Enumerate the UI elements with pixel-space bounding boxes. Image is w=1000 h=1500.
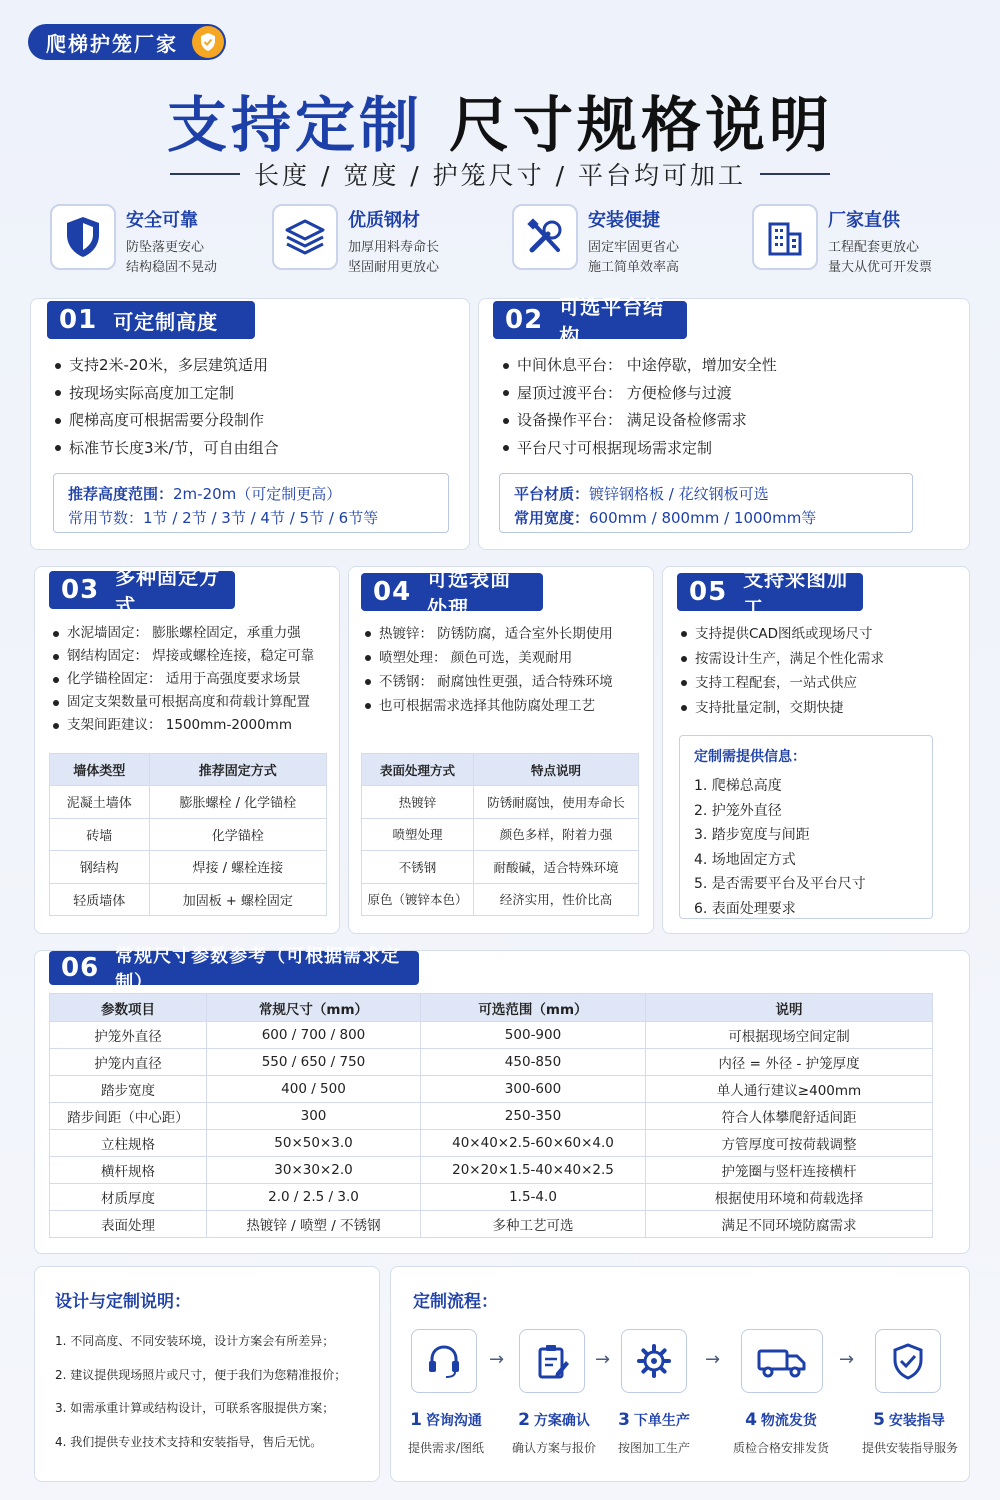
- feature-install: [512, 204, 679, 276]
- flow-arrow: →: [595, 1349, 611, 1370]
- table-row: [50, 883, 327, 916]
- feature-title: 优质钢材: [348, 210, 420, 231]
- table-cell: 可根据现场空间定制: [646, 1022, 933, 1049]
- spec-table: [49, 993, 933, 1238]
- table-cell: 不锈钢: [362, 851, 474, 884]
- table-cell: 30×30×2.0: [207, 1157, 421, 1184]
- table-cell: 经济实用，性价比高: [474, 883, 639, 916]
- brand-tag: [28, 24, 226, 60]
- table-cell: 化学锚栓: [149, 818, 326, 851]
- info-key: 常用节数：: [68, 509, 144, 527]
- table-cell: 耐酸碱，适合特殊环境: [474, 851, 639, 884]
- list-item: 3. 如需承重计算或结构设计，可联系客服提供方案；: [55, 1401, 335, 1416]
- list-item: 4. 我们提供专业技术支持和安装指导，售后无忧。: [55, 1435, 323, 1450]
- table-cell: 喷塑处理: [362, 818, 474, 851]
- table-cell: 符合人体攀爬舒适间距: [646, 1103, 933, 1130]
- section-04-header: [361, 567, 543, 620]
- list-item: 支持工程配套，一站式供应: [679, 671, 884, 696]
- layers-icon: [272, 204, 338, 270]
- tools-icon: [512, 204, 578, 270]
- list-item: 按需设计生产，满足个性化需求: [679, 647, 884, 672]
- table-header: 常规尺寸（mm）: [207, 994, 421, 1022]
- section-number: 01: [59, 305, 98, 335]
- feature-title: 安装便捷: [588, 210, 660, 231]
- list-item: 不锈钢： 耐腐蚀性更强，适合特殊环境: [363, 670, 613, 694]
- gear-production-icon: [634, 1341, 674, 1381]
- feature-title: 厂家直供: [828, 210, 900, 231]
- info-key: 平台材质：: [514, 485, 590, 503]
- table-cell: 600 / 700 / 800: [207, 1022, 421, 1049]
- list-item: 固定支架数量可根据高度和荷载计算配置: [51, 691, 314, 714]
- subtitle: 长度 / 宽度 / 护笼尺寸 / 平台均可加工: [254, 161, 746, 190]
- table-row: [50, 1103, 933, 1130]
- list-item: 标准节长度3米/节，可自由组合: [53, 435, 279, 463]
- table-cell: 550 / 650 / 750: [207, 1049, 421, 1076]
- title-main: 尺寸规格说明: [449, 91, 833, 161]
- step-3-desc: 按图加工生产: [617, 1441, 690, 1455]
- list-item: 支持批量定制，交期快捷: [679, 696, 884, 721]
- shield-check-badge-icon: [192, 26, 224, 58]
- table-row: [50, 851, 327, 884]
- required-info-list: [694, 774, 918, 921]
- section-title: 多种固定方式: [115, 565, 221, 618]
- step-2-desc: 确认方案与报价: [511, 1441, 596, 1455]
- design-notes-card: [34, 1266, 380, 1482]
- table-cell: 护笼圈与竖杆连接横杆: [646, 1157, 933, 1184]
- feature-line: 防坠落更安心: [126, 240, 205, 255]
- list-item: 1. 不同高度、不同安装环境，设计方案会有所差异；: [55, 1334, 335, 1348]
- table-row: [362, 818, 639, 851]
- list-item: 喷塑处理： 颜色可选，美观耐用: [363, 646, 613, 670]
- clipboard-edit-icon: [532, 1341, 572, 1381]
- table-cell: 膨胀螺栓 / 化学锚栓: [149, 786, 326, 819]
- list-item: 支持提供CAD图纸或现场尺寸: [679, 622, 884, 647]
- list-item: 支持2米-20米，多层建筑适用: [53, 352, 279, 380]
- section-01-list: [53, 352, 279, 462]
- table-cell: 内径 = 外径 - 护笼厚度: [646, 1049, 933, 1076]
- title-highlight: 支持定制: [167, 91, 423, 161]
- table-cell: 砖墙: [50, 818, 150, 851]
- table-cell: 40×40×2.5-60×60×4.0: [421, 1130, 646, 1157]
- table-cell: 300: [207, 1103, 421, 1130]
- table-row: [50, 1211, 933, 1238]
- list-item: 3. 踏步宽度与间距: [694, 827, 810, 843]
- feature-line: 量大从优可开发票: [828, 260, 933, 275]
- feature-line: 加厚用料寿命长: [348, 240, 440, 255]
- list-item: 平台尺寸可根据现场需求定制: [501, 435, 777, 463]
- step-1-desc: 提供需求/图纸: [407, 1441, 485, 1455]
- table-cell: 1.5-4.0: [421, 1184, 646, 1211]
- table-cell: 加固板 + 螺栓固定: [149, 883, 326, 916]
- table-cell: 踏步间距（中心距）: [50, 1103, 207, 1130]
- headset-icon: [424, 1341, 464, 1381]
- section-03-header: [49, 565, 235, 618]
- table-cell: 护笼外直径: [50, 1022, 207, 1049]
- divider-right: [760, 173, 830, 175]
- required-info-title: 定制需提供信息：: [694, 749, 806, 765]
- table-cell: 热镀锌: [362, 786, 474, 819]
- table-header: 可选范围（mm）: [421, 994, 646, 1022]
- list-item: 支架间距建议： 1500mm-2000mm: [51, 714, 314, 737]
- platform-info-box: [499, 473, 913, 533]
- list-item: 2. 护笼外直径: [694, 802, 782, 819]
- table-cell: 泥凝土墙体: [50, 786, 150, 819]
- section-title: 可选平台结构: [559, 295, 665, 348]
- step-number: 3: [618, 1410, 630, 1430]
- step-1-label: [405, 1410, 487, 1430]
- step-label: 物流发货: [760, 1413, 817, 1429]
- shield-icon: [50, 204, 116, 270]
- table-row: [50, 1157, 933, 1184]
- info-key: 推荐高度范围：: [68, 485, 174, 503]
- table-cell: 250-350: [421, 1103, 646, 1130]
- info-key: 常用宽度：: [514, 509, 590, 527]
- feature-line: 坚固耐用更放心: [348, 260, 440, 275]
- table-row: [50, 1184, 933, 1211]
- design-notes-title: 设计与定制说明：: [55, 1292, 191, 1312]
- step-label: 咨询沟通: [425, 1413, 482, 1429]
- step-number: 1: [410, 1410, 422, 1430]
- section-title: 可选表面处理: [427, 567, 512, 620]
- table-row: [362, 786, 639, 819]
- section-01-card: [30, 298, 470, 550]
- list-item: 6. 表面处理要求: [694, 900, 796, 917]
- step-label: 下单生产: [633, 1413, 690, 1429]
- section-number: 05: [689, 577, 728, 607]
- feature-line: 施工简单效率高: [588, 260, 680, 275]
- table-cell: 颜色多样，附着力强: [474, 818, 639, 851]
- step-confirm-icon-box: [519, 1329, 585, 1393]
- table-header: 表面处理方式: [362, 754, 474, 786]
- section-06-card: [34, 946, 970, 1254]
- section-03-card: [34, 566, 340, 934]
- list-item: 2. 建议提供现场照片或尺寸，便于我们为您精准报价；: [55, 1367, 347, 1382]
- table-cell: 钢结构: [50, 851, 150, 884]
- list-item: 按现场实际高度加工定制: [53, 380, 279, 408]
- list-item: 钢结构固定： 焊接或螺栓连接，稳定可靠: [51, 645, 314, 668]
- table-cell: 轻质墙体: [50, 883, 150, 916]
- table-header: 墙体类型: [50, 754, 150, 786]
- table-row: [50, 1049, 933, 1076]
- table-cell: 立柱规格: [50, 1130, 207, 1157]
- building-icon: [752, 204, 818, 270]
- divider-left: [170, 173, 240, 175]
- surface-treatment-table: [361, 753, 639, 916]
- page-title: [0, 78, 1000, 164]
- truck-icon: [755, 1341, 809, 1381]
- section-05-header: [677, 567, 863, 620]
- section-06-header: [49, 946, 419, 993]
- step-3-label: [611, 1410, 697, 1430]
- table-cell: 300-600: [421, 1076, 646, 1103]
- step-shipping-icon-box: [741, 1329, 823, 1393]
- height-info-box: [53, 473, 449, 533]
- section-02-header: [493, 295, 687, 348]
- table-cell: 20×20×1.5-40×40×2.5: [421, 1157, 646, 1184]
- section-04-card: [348, 566, 654, 934]
- section-02-list: [501, 352, 777, 462]
- table-row: [50, 1076, 933, 1103]
- table-cell: 表面处理: [50, 1211, 207, 1238]
- table-cell: 防锈耐腐蚀，使用寿命长: [474, 786, 639, 819]
- list-item: 中间休息平台： 中途停歇，增加安全性: [501, 352, 777, 380]
- info-value: 1节 / 2节 / 3节 / 4节 / 5节 / 6节等: [143, 509, 379, 527]
- process-card: [390, 1266, 970, 1482]
- table-cell: 护笼内直径: [50, 1049, 207, 1076]
- list-item: 1. 爬梯总高度: [694, 778, 782, 794]
- section-title: 支持来图加工: [743, 567, 849, 620]
- feature-line: 工程配套更放心: [828, 240, 920, 255]
- step-5-desc: 提供安装指导服务: [861, 1441, 958, 1455]
- feature-safety: [50, 204, 217, 276]
- info-value: 镀锌钢格板 / 花纹钢板可选: [589, 485, 769, 503]
- step-2-label: [509, 1410, 599, 1430]
- table-row: [50, 786, 327, 819]
- step-label: 安装指导: [888, 1413, 945, 1429]
- feature-title: 安全可靠: [126, 210, 198, 231]
- table-cell: 横杆规格: [50, 1157, 207, 1184]
- table-header: 特点说明: [474, 754, 639, 786]
- section-05-list: [679, 622, 884, 720]
- table-cell: 根据使用环境和荷载选择: [646, 1184, 933, 1211]
- list-item: 水泥墙固定： 膨胀螺栓固定，承重力强: [51, 622, 314, 645]
- list-item: 化学锚栓固定： 适用于高强度要求场景: [51, 668, 314, 691]
- flow-arrow: →: [489, 1349, 505, 1370]
- info-value: 2m-20m（可定制更高）: [173, 485, 342, 503]
- feature-line: 固定牢固更省心: [588, 240, 680, 255]
- section-title: 常规尺寸参数参考（可根据需求定制）: [115, 946, 401, 993]
- section-02-card: [478, 295, 970, 550]
- section-05-card: [662, 566, 970, 934]
- table-cell: 焊接 / 螺栓连接: [149, 851, 326, 884]
- table-cell: 满足不同环境防腐需求: [646, 1211, 933, 1238]
- step-consult-icon-box: [411, 1329, 477, 1393]
- table-cell: 热镀锌 / 喷塑 / 不锈钢: [207, 1211, 421, 1238]
- section-number: 03: [61, 575, 100, 605]
- section-number: 04: [373, 577, 412, 607]
- table-row: [50, 1130, 933, 1157]
- section-03-list: [51, 622, 314, 737]
- brand-label: 爬梯护笼厂家: [46, 31, 178, 56]
- design-notes-list: [55, 1325, 346, 1460]
- list-item: 也可根据需求选择其他防腐处理工艺: [363, 694, 613, 718]
- table-header: 参数项目: [50, 994, 207, 1022]
- step-number: 2: [518, 1410, 530, 1430]
- table-cell: 单人通行建议≥400mm: [646, 1076, 933, 1103]
- section-title: 可定制高度: [113, 309, 219, 334]
- list-item: 设备操作平台： 满足设备检修需求: [501, 407, 777, 435]
- process-title: 定制流程：: [413, 1292, 498, 1312]
- table-cell: 方管厚度可按荷载调整: [646, 1130, 933, 1157]
- list-item: 4. 场地固定方式: [694, 851, 796, 868]
- step-4-label: [731, 1410, 831, 1430]
- table-cell: 400 / 500: [207, 1076, 421, 1103]
- table-header: 推荐固定方式: [149, 754, 326, 786]
- flow-arrow: →: [705, 1349, 721, 1370]
- table-row: [50, 818, 327, 851]
- step-install-icon-box: [875, 1329, 941, 1393]
- subtitle-row: [170, 156, 830, 192]
- step-number: 5: [873, 1410, 885, 1430]
- section-04-list: [363, 622, 613, 718]
- feature-line: 结构稳固不晃动: [126, 260, 218, 275]
- step-production-icon-box: [621, 1329, 687, 1393]
- list-item: 屋顶过渡平台： 方便检修与过渡: [501, 380, 777, 408]
- step-5-label: [861, 1410, 957, 1430]
- table-row: [362, 883, 639, 916]
- list-item: 5. 是否需要平台及平台尺寸: [694, 876, 866, 892]
- table-cell: 原色（镀锌本色）: [362, 883, 474, 916]
- table-cell: 2.0 / 2.5 / 3.0: [207, 1184, 421, 1211]
- table-cell: 450-850: [421, 1049, 646, 1076]
- table-cell: 多种工艺可选: [421, 1211, 646, 1238]
- required-info-box: [679, 735, 933, 919]
- step-label: 方案确认: [533, 1413, 590, 1429]
- section-number: 02: [505, 305, 544, 335]
- table-header: 说明: [646, 994, 933, 1022]
- table-row: [362, 851, 639, 884]
- section-01-header: [47, 301, 255, 339]
- flow-arrow: →: [839, 1349, 855, 1370]
- list-item: 热镀锌： 防锈防腐，适合室外长期使用: [363, 622, 613, 646]
- table-cell: 500-900: [421, 1022, 646, 1049]
- step-number: 4: [745, 1410, 757, 1430]
- step-4-desc: 质检合格安排发货: [732, 1441, 829, 1455]
- feature-factory: [752, 204, 932, 276]
- feature-steel: [272, 204, 439, 276]
- list-item: 爬梯高度可根据需要分段制作: [53, 407, 279, 435]
- table-cell: 50×50×3.0: [207, 1130, 421, 1157]
- table-row: [50, 1022, 933, 1049]
- table-cell: 踏步宽度: [50, 1076, 207, 1103]
- table-cell: 材质厚度: [50, 1184, 207, 1211]
- section-number: 06: [61, 953, 100, 983]
- info-value: 600mm / 800mm / 1000mm等: [589, 509, 817, 527]
- wall-type-table: [49, 753, 327, 916]
- shield-check-icon: [888, 1341, 928, 1381]
